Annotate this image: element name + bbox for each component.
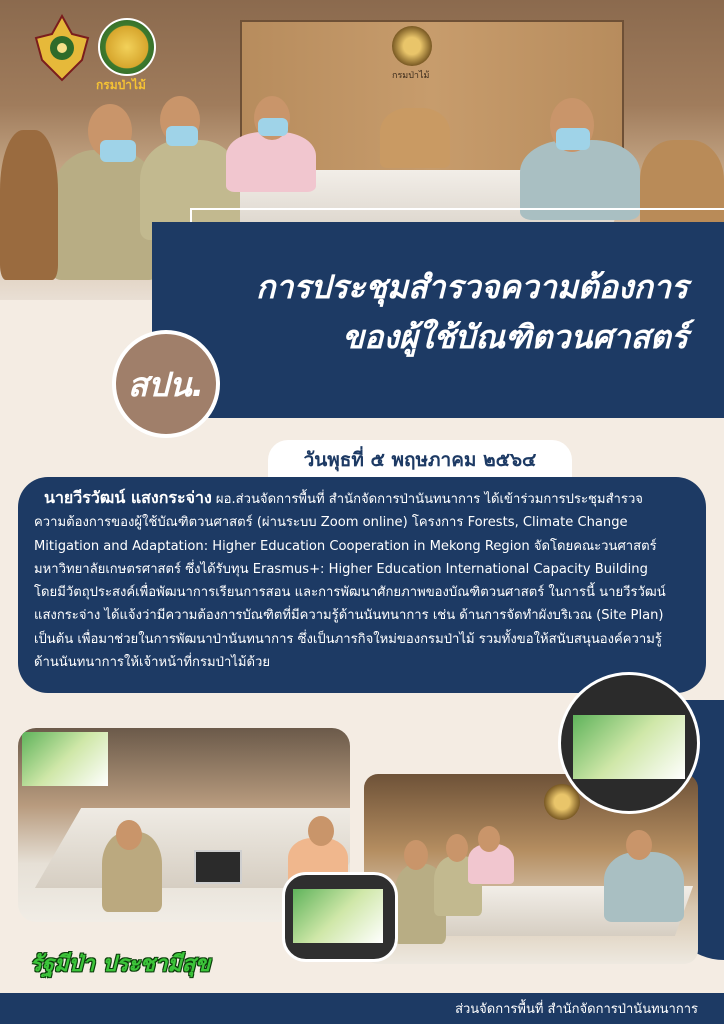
laptop — [194, 850, 242, 884]
article-text: ผอ.ส่วนจัดการพื้นที่ สำนักจัดการป่านันทนาการ ได้เข้าร่วมการประชุมสำรวจความต้องการของผู้ใช้บัณฑิตวนศาสตร์ (ผ่านระบบ Zoom online) โครงการ Forests, Climate Change Mitigation and Adaptation: Higher Education Cooperation in Mekong Region จัดโดยคณะวนศาสตร์ มหาวิทยาลัยเกษตรศาสตร์ ซึ่งได้รับทุน Erasmus+: Higher Education International Capacity Building โดยมีวัตถุประสงค์เพื่อพัฒนาการเรียนการสอน และการพัฒนาศักยภาพของบัณฑิตวนศาสตร์ ในการนี้ นายวีรวัฒน์ แสงกระจ่าง ได้แจ้งว่ามีความต้องการบัณฑิตที่มีความรู้ด้านนันทนาการ เช่น ด้านการจัดทำผังบริเวณ (Site Plan) เป็นต้น เพื่อมาช่วยในการพัฒนาป่านันทนาการ ซึ่งเป็นภารกิจใหม่ของกรมป่าไม้ รวมทั้งขอให้สนับสนุนองค์ความรู้ด้านนันทนาการให้เจ้าหน้าที่กรมป่าไม้ด้วย — [34, 492, 666, 671]
person-name: นายวีรวัฒน์ แสงกระจ่าง — [44, 488, 212, 507]
org-name: กรมป่าไม้ — [96, 78, 146, 92]
slogan: รัฐมีป่า ประชามีสุข — [30, 952, 211, 977]
footer-org: ส่วนจัดการพื้นที่ สำนักจัดการป่านันทนาการ — [455, 1002, 698, 1017]
person-head — [626, 830, 652, 860]
title-frame-line — [190, 208, 724, 210]
page-title-line-2: ของผู้ใช้บัณฑิตวนศาสตร์ — [342, 318, 688, 356]
face-mask — [556, 128, 590, 150]
royal-emblem-logo-icon — [32, 14, 92, 82]
face-mask — [166, 126, 198, 146]
face-mask — [100, 140, 136, 162]
person-head — [446, 834, 468, 862]
projector-screen — [22, 732, 108, 786]
chair — [0, 130, 58, 280]
person-head — [404, 840, 428, 870]
zoom-screen — [573, 715, 685, 779]
agency-badge-label: สปน. — [127, 365, 205, 404]
person-head — [478, 826, 500, 852]
zoom-screen-inset — [282, 872, 398, 962]
chair — [380, 108, 450, 168]
forest-department-logo-icon — [98, 18, 156, 76]
face-mask — [258, 118, 288, 136]
event-date: วันพุธที่ ๕ พฤษภาคม ๒๕๖๔ — [303, 449, 537, 471]
seal-caption: กรมป่าไม้ — [392, 71, 430, 81]
person-head — [308, 816, 334, 846]
page-title-line-1: การประชุมสำรวจความต้องการ — [255, 268, 688, 306]
department-seal-icon — [392, 26, 432, 66]
person-figure — [604, 852, 684, 922]
article-body — [34, 486, 674, 674]
zoom-screen-inset — [558, 672, 700, 814]
person-figure — [226, 132, 316, 192]
person-head — [116, 820, 142, 850]
zoom-screen — [293, 889, 383, 943]
